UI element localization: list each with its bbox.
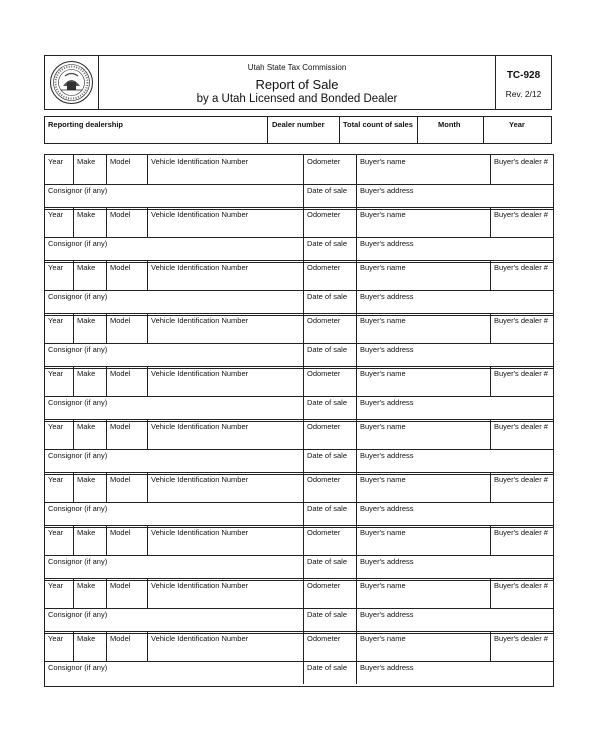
- make-label: Make: [77, 157, 96, 166]
- form-number-box: [495, 55, 552, 110]
- vin-field[interactable]: [147, 473, 304, 502]
- consignor-label: Consignor (if any): [48, 504, 108, 513]
- year-field[interactable]: [45, 420, 73, 449]
- buyers-address-field[interactable]: [356, 555, 554, 578]
- buyers-dealer-label: Buyer's dealer #: [494, 422, 548, 431]
- date-of-sale-field[interactable]: [303, 237, 357, 260]
- buyers-dealer-field[interactable]: [490, 367, 554, 396]
- consignor-field[interactable]: [45, 290, 303, 313]
- odometer-label: Odometer: [307, 475, 341, 484]
- buyers-name-field[interactable]: [356, 632, 491, 661]
- agency-name: Utah State Tax Commission: [247, 63, 347, 72]
- date-of-sale-field[interactable]: [303, 608, 357, 631]
- buyers-name-label: Buyer's name: [360, 581, 406, 590]
- buyers-name-field[interactable]: [356, 155, 491, 184]
- year-field[interactable]: [45, 261, 73, 290]
- date-of-sale-field[interactable]: [303, 184, 357, 207]
- vin-field[interactable]: [147, 208, 304, 237]
- consignor-field[interactable]: [45, 237, 303, 260]
- year-field[interactable]: [483, 117, 554, 143]
- title-block: [99, 55, 495, 110]
- sale-record: [44, 419, 554, 475]
- vin-field[interactable]: [147, 632, 304, 661]
- date-of-sale-field[interactable]: [303, 555, 357, 578]
- buyers-dealer-label: Buyer's dealer #: [494, 475, 548, 484]
- dealer-number-field[interactable]: [267, 117, 340, 143]
- make-label: Make: [77, 581, 96, 590]
- consignor-label: Consignor (if any): [48, 610, 108, 619]
- total-count-label: Total count of sales: [343, 120, 413, 129]
- buyers-name-field[interactable]: [356, 579, 491, 608]
- year-field[interactable]: [45, 367, 73, 396]
- buyers-dealer-field[interactable]: [490, 261, 554, 290]
- model-field[interactable]: [106, 367, 148, 396]
- make-field[interactable]: [73, 155, 107, 184]
- buyers-address-label: Buyer's address: [360, 398, 414, 407]
- consignor-field[interactable]: [45, 502, 303, 525]
- buyers-address-label: Buyer's address: [360, 451, 414, 460]
- date-of-sale-field[interactable]: [303, 396, 357, 419]
- year-field[interactable]: [45, 526, 73, 555]
- vin-label: Vehicle Identification Number: [151, 528, 249, 537]
- vin-field[interactable]: [147, 420, 304, 449]
- model-field[interactable]: [106, 526, 148, 555]
- buyers-address-label: Buyer's address: [360, 345, 414, 354]
- buyers-address-field[interactable]: [356, 343, 554, 366]
- consignor-label: Consignor (if any): [48, 186, 108, 195]
- sale-record: [44, 313, 554, 369]
- year-field[interactable]: [45, 579, 73, 608]
- buyers-address-field[interactable]: [356, 502, 554, 525]
- vin-label: Vehicle Identification Number: [151, 634, 249, 643]
- make-label: Make: [77, 210, 96, 219]
- make-field[interactable]: [73, 632, 107, 661]
- buyers-dealer-field[interactable]: [490, 526, 554, 555]
- date-of-sale-label: Date of sale: [307, 557, 348, 566]
- date-of-sale-label: Date of sale: [307, 292, 348, 301]
- odometer-label: Odometer: [307, 422, 341, 431]
- year-label: Year: [48, 157, 64, 166]
- date-of-sale-label: Date of sale: [307, 398, 348, 407]
- odometer-label: Odometer: [307, 528, 341, 537]
- buyers-name-label: Buyer's name: [360, 422, 406, 431]
- sale-record: [44, 154, 554, 210]
- year-label: Year: [48, 528, 64, 537]
- buyers-dealer-label: Buyer's dealer #: [494, 210, 548, 219]
- sale-record: [44, 207, 554, 263]
- buyers-dealer-label: Buyer's dealer #: [494, 263, 548, 272]
- vin-label: Vehicle Identification Number: [151, 422, 249, 431]
- model-field[interactable]: [106, 420, 148, 449]
- model-field[interactable]: [106, 473, 148, 502]
- date-of-sale-field[interactable]: [303, 502, 357, 525]
- consignor-label: Consignor (if any): [48, 345, 108, 354]
- vin-field[interactable]: [147, 155, 304, 184]
- date-of-sale-label: Date of sale: [307, 663, 348, 672]
- odometer-field[interactable]: [303, 473, 357, 502]
- make-field[interactable]: [73, 367, 107, 396]
- year-label: Year: [48, 634, 64, 643]
- consignor-field[interactable]: [45, 449, 303, 472]
- sale-record: [44, 472, 554, 528]
- consignor-label: Consignor (if any): [48, 557, 108, 566]
- make-label: Make: [77, 422, 96, 431]
- consignor-label: Consignor (if any): [48, 239, 108, 248]
- model-label: Model: [110, 316, 131, 325]
- buyers-address-field[interactable]: [356, 661, 554, 684]
- buyers-address-label: Buyer's address: [360, 557, 414, 566]
- vin-label: Vehicle Identification Number: [151, 369, 249, 378]
- model-label: Model: [110, 210, 131, 219]
- date-of-sale-label: Date of sale: [307, 610, 348, 619]
- vin-field[interactable]: [147, 526, 304, 555]
- odometer-field[interactable]: [303, 155, 357, 184]
- make-field[interactable]: [73, 261, 107, 290]
- utah-state-seal-icon: [45, 56, 98, 109]
- buyers-dealer-label: Buyer's dealer #: [494, 316, 548, 325]
- year-field[interactable]: [45, 632, 73, 661]
- odometer-field[interactable]: [303, 420, 357, 449]
- buyers-name-field[interactable]: [356, 208, 491, 237]
- dealership-row: [44, 116, 552, 144]
- year-label: Year: [48, 210, 64, 219]
- buyers-name-field[interactable]: [356, 473, 491, 502]
- year-label: Year: [509, 120, 525, 129]
- consignor-label: Consignor (if any): [48, 292, 108, 301]
- buyers-address-field[interactable]: [356, 449, 554, 472]
- vin-field[interactable]: [147, 314, 304, 343]
- date-of-sale-field[interactable]: [303, 343, 357, 366]
- form-number: TC-928: [506, 70, 541, 81]
- odometer-label: Odometer: [307, 263, 341, 272]
- year-field[interactable]: [45, 314, 73, 343]
- year-label: Year: [48, 369, 64, 378]
- consignor-field[interactable]: [45, 608, 303, 631]
- buyers-dealer-field[interactable]: [490, 473, 554, 502]
- form-subtitle: by a Utah Licensed and Bonded Dealer: [196, 93, 398, 105]
- model-label: Model: [110, 157, 131, 166]
- date-of-sale-label: Date of sale: [307, 451, 348, 460]
- model-label: Model: [110, 475, 131, 484]
- year-field[interactable]: [45, 473, 73, 502]
- buyers-dealer-field[interactable]: [490, 632, 554, 661]
- buyers-address-field[interactable]: [356, 184, 554, 207]
- make-label: Make: [77, 316, 96, 325]
- buyers-name-label: Buyer's name: [360, 475, 406, 484]
- odometer-label: Odometer: [307, 581, 341, 590]
- month-label: Month: [438, 120, 461, 129]
- buyers-dealer-label: Buyer's dealer #: [494, 369, 548, 378]
- date-of-sale-field[interactable]: [303, 449, 357, 472]
- buyers-dealer-field[interactable]: [490, 208, 554, 237]
- model-field[interactable]: [106, 208, 148, 237]
- vin-label: Vehicle Identification Number: [151, 316, 249, 325]
- year-label: Year: [48, 316, 64, 325]
- year-label: Year: [48, 581, 64, 590]
- consignor-label: Consignor (if any): [48, 663, 108, 672]
- state-seal-box: [44, 55, 99, 110]
- model-label: Model: [110, 634, 131, 643]
- sale-record: [44, 525, 554, 581]
- make-label: Make: [77, 634, 96, 643]
- buyers-name-label: Buyer's name: [360, 528, 406, 537]
- total-count-field[interactable]: [339, 117, 418, 143]
- buyers-address-label: Buyer's address: [360, 239, 414, 248]
- odometer-label: Odometer: [307, 210, 341, 219]
- odometer-field[interactable]: [303, 367, 357, 396]
- model-field[interactable]: [106, 632, 148, 661]
- buyers-address-field[interactable]: [356, 290, 554, 313]
- consignor-field[interactable]: [45, 555, 303, 578]
- consignor-label: Consignor (if any): [48, 398, 108, 407]
- make-field[interactable]: [73, 579, 107, 608]
- buyers-dealer-label: Buyer's dealer #: [494, 634, 548, 643]
- buyers-name-field[interactable]: [356, 314, 491, 343]
- date-of-sale-field[interactable]: [303, 661, 357, 684]
- model-label: Model: [110, 581, 131, 590]
- model-label: Model: [110, 422, 131, 431]
- buyers-address-field[interactable]: [356, 396, 554, 419]
- dealer-number-label: Dealer number: [272, 120, 325, 129]
- odometer-field[interactable]: [303, 526, 357, 555]
- buyers-dealer-field[interactable]: [490, 420, 554, 449]
- make-label: Make: [77, 263, 96, 272]
- model-field[interactable]: [106, 261, 148, 290]
- make-field[interactable]: [73, 473, 107, 502]
- make-field[interactable]: [73, 314, 107, 343]
- consignor-field[interactable]: [45, 396, 303, 419]
- buyers-address-label: Buyer's address: [360, 292, 414, 301]
- buyers-dealer-label: Buyer's dealer #: [494, 581, 548, 590]
- model-field[interactable]: [106, 579, 148, 608]
- model-field[interactable]: [106, 314, 148, 343]
- year-field[interactable]: [45, 155, 73, 184]
- sale-record: [44, 260, 554, 316]
- date-of-sale-label: Date of sale: [307, 345, 348, 354]
- vin-field[interactable]: [147, 367, 304, 396]
- vin-label: Vehicle Identification Number: [151, 581, 249, 590]
- buyers-address-label: Buyer's address: [360, 504, 414, 513]
- buyers-dealer-label: Buyer's dealer #: [494, 528, 548, 537]
- buyers-name-field[interactable]: [356, 526, 491, 555]
- buyers-address-field[interactable]: [356, 608, 554, 631]
- form-title: Report of Sale: [255, 77, 339, 92]
- consignor-field[interactable]: [45, 184, 303, 207]
- buyers-name-field[interactable]: [356, 261, 491, 290]
- buyers-address-field[interactable]: [356, 237, 554, 260]
- make-label: Make: [77, 475, 96, 484]
- odometer-label: Odometer: [307, 316, 341, 325]
- vin-field[interactable]: [147, 579, 304, 608]
- odometer-field[interactable]: [303, 208, 357, 237]
- odometer-field[interactable]: [303, 579, 357, 608]
- odometer-field[interactable]: [303, 261, 357, 290]
- buyers-name-label: Buyer's name: [360, 263, 406, 272]
- sale-record: [44, 631, 554, 687]
- make-label: Make: [77, 528, 96, 537]
- odometer-label: Odometer: [307, 369, 341, 378]
- buyers-name-label: Buyer's name: [360, 634, 406, 643]
- model-label: Model: [110, 369, 131, 378]
- make-label: Make: [77, 369, 96, 378]
- odometer-label: Odometer: [307, 157, 341, 166]
- reporting-dealership-field[interactable]: Reporting dealership: [48, 120, 124, 129]
- month-field[interactable]: [417, 117, 484, 143]
- odometer-field[interactable]: [303, 632, 357, 661]
- odometer-label: Odometer: [307, 634, 341, 643]
- form-revision: Rev. 2/12: [505, 89, 542, 99]
- odometer-field[interactable]: [303, 314, 357, 343]
- buyers-address-label: Buyer's address: [360, 610, 414, 619]
- vin-label: Vehicle Identification Number: [151, 475, 249, 484]
- buyers-dealer-label: Buyer's dealer #: [494, 157, 548, 166]
- vin-label: Vehicle Identification Number: [151, 210, 249, 219]
- year-label: Year: [48, 475, 64, 484]
- vin-label: Vehicle Identification Number: [151, 263, 249, 272]
- consignor-field[interactable]: [45, 661, 303, 684]
- sale-record: [44, 578, 554, 634]
- year-label: Year: [48, 263, 64, 272]
- buyers-dealer-field[interactable]: [490, 155, 554, 184]
- date-of-sale-label: Date of sale: [307, 504, 348, 513]
- buyers-name-field[interactable]: [356, 367, 491, 396]
- buyers-dealer-field[interactable]: [490, 314, 554, 343]
- buyers-name-label: Buyer's name: [360, 316, 406, 325]
- year-field[interactable]: [45, 208, 73, 237]
- buyers-name-label: Buyer's name: [360, 369, 406, 378]
- buyers-address-label: Buyer's address: [360, 663, 414, 672]
- buyers-name-label: Buyer's name: [360, 210, 406, 219]
- date-of-sale-label: Date of sale: [307, 239, 348, 248]
- model-field[interactable]: [106, 155, 148, 184]
- consignor-field[interactable]: [45, 343, 303, 366]
- buyers-dealer-field[interactable]: [490, 579, 554, 608]
- make-field[interactable]: [73, 208, 107, 237]
- buyers-name-label: Buyer's name: [360, 157, 406, 166]
- buyers-name-field[interactable]: [356, 420, 491, 449]
- consignor-label: Consignor (if any): [48, 451, 108, 460]
- vin-label: Vehicle Identification Number: [151, 157, 249, 166]
- make-field[interactable]: [73, 526, 107, 555]
- model-label: Model: [110, 263, 131, 272]
- make-field[interactable]: [73, 420, 107, 449]
- model-label: Model: [110, 528, 131, 537]
- date-of-sale-label: Date of sale: [307, 186, 348, 195]
- year-label: Year: [48, 422, 64, 431]
- date-of-sale-field[interactable]: [303, 290, 357, 313]
- vin-field[interactable]: [147, 261, 304, 290]
- buyers-address-label: Buyer's address: [360, 186, 414, 195]
- sale-record: [44, 366, 554, 422]
